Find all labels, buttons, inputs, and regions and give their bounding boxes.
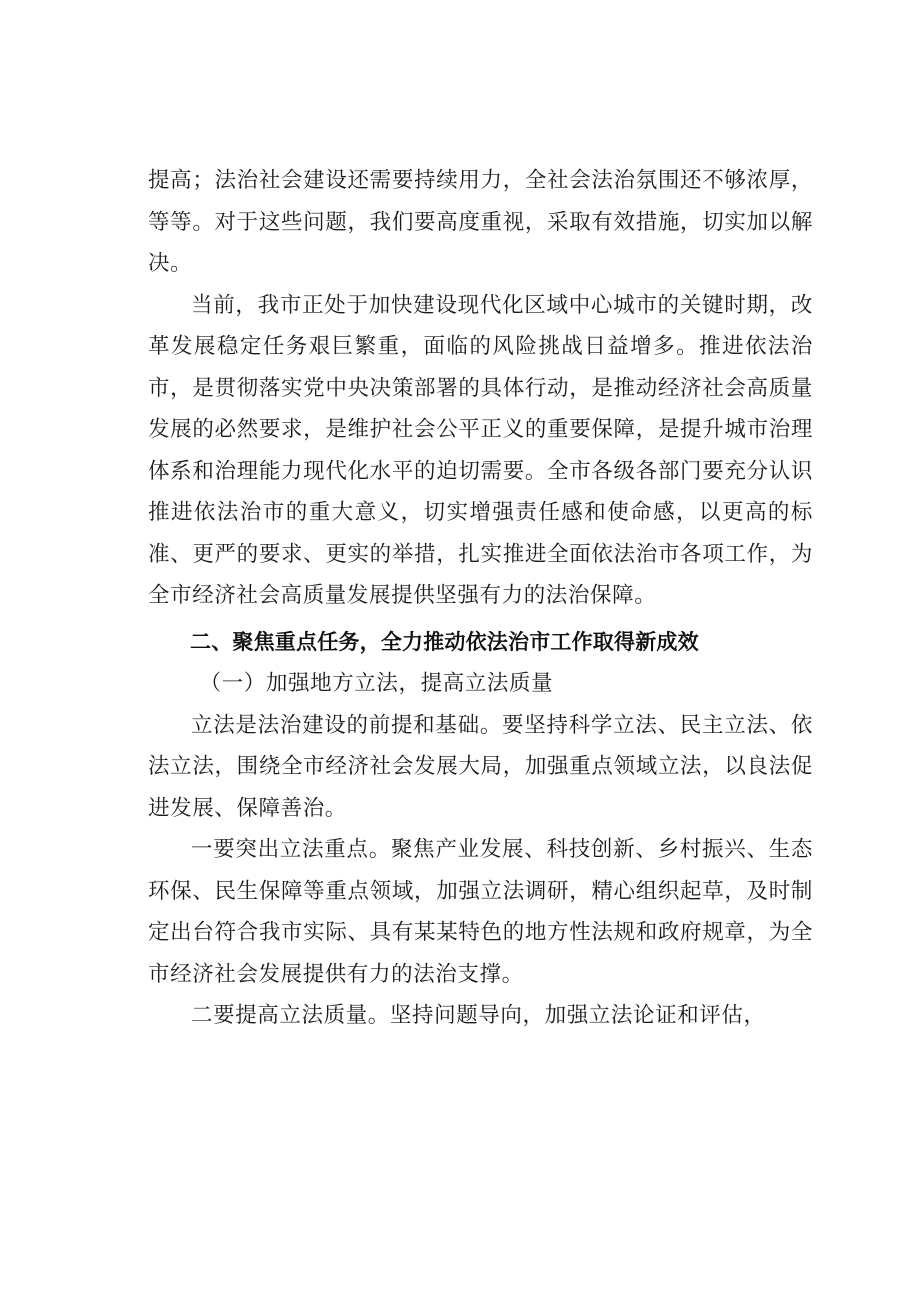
paragraph-legislation-focus: 一要突出立法重点。聚焦产业发展、科技创新、乡村振兴、生态环保、民生保障等重点领域，加强立法调研，精心组织起草，及时制定出台符合我市实际、具有某某特色的地方性法规和政府规章，为全市经济社会发展提供有力的法治支撑。	[148, 837, 813, 987]
document-body	[148, 160, 813, 1037]
paragraph-continued: 提高；法治社会建设还需要持续用力，全社会法治氛围还不够浓厚，等等。对于这些问题，我们要高度重视，采取有效措施，切实加以解决。	[148, 168, 813, 276]
paragraph-legislation-quality: 二要提高立法质量。坚持问题导向，加强立法论证和评估，	[191, 1003, 766, 1028]
paragraph-significance: 当前，我市正处于加快建设现代化区域中心城市的关键时期，改革发展稳定任务艰巨繁重，面临的风险挑战日益增多。推进依法治市，是贯彻落实党中央决策部署的具体行动，是推动经济社会高质量发展的必然要求，是维护社会公平正义的重要保障，是提升城市治理体系和治理能力现代化水平的迫切需要。全市各级各部门要充分认识推进依法治市的重大意义，切实增强责任感和使命感，以更高的标准、更严的要求、更实的举措，扎实推进全面依法治市各项工作，为全市经济社会高质量发展提供坚强有力的法治保障。	[148, 292, 813, 608]
section-heading: 二、聚焦重点任务，全力推动依法治市工作取得新成效	[190, 629, 699, 654]
paragraph-legislation-intro: 立法是法治建设的前提和基础。要坚持科学立法、民主立法、依法立法，围绕全市经济社会发展大局，加强重点领域立法，以良法促进发展、保障善治。	[148, 712, 813, 821]
subsection-heading: （一）加强地方立法，提高立法质量	[199, 671, 554, 696]
